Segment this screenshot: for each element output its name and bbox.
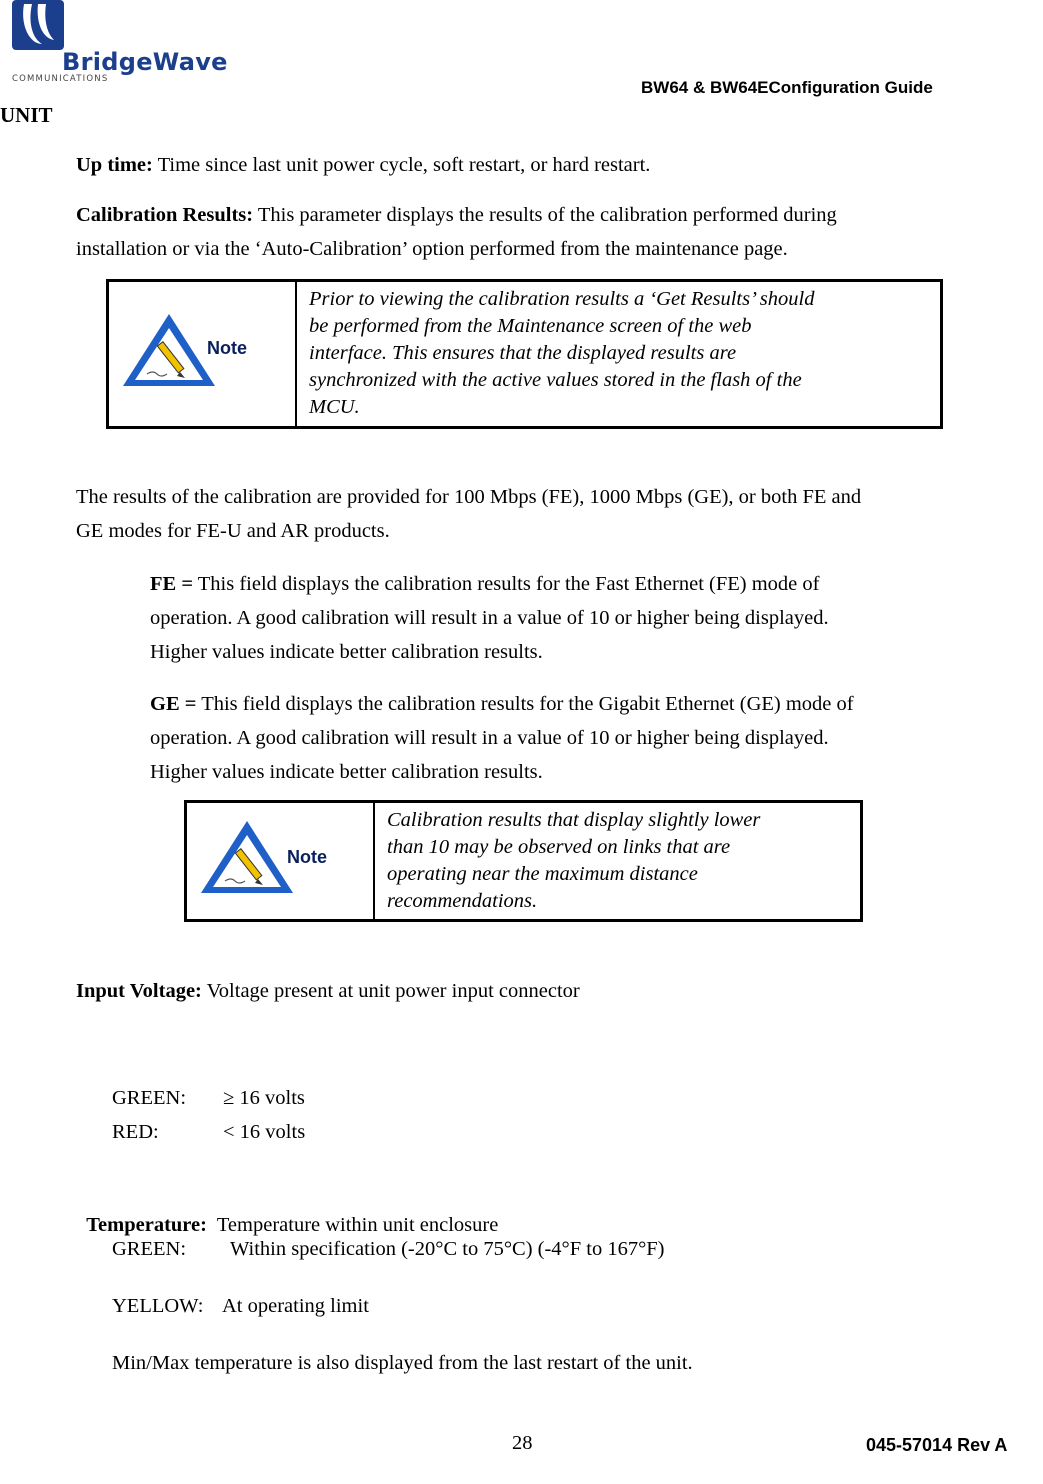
fe-paragraph	[150, 567, 829, 669]
note1-line: MCU.	[309, 396, 360, 418]
note-label-1: Note	[207, 338, 247, 358]
brand-sub: COMMUNICATIONS	[12, 74, 109, 84]
temperature-text: Temperature within unit enclosure	[206, 1214, 499, 1236]
note1-line: be performed from the Maintenance screen of the web	[309, 315, 752, 337]
note2-line: than 10 may be observed on links that are	[387, 836, 731, 858]
fe-line-2: operation. A good calibration will result in a value of 10 or higher being displayed.	[150, 607, 829, 629]
temp-minmax-text: Min/Max temperature is also displayed from the last restart of the unit.	[112, 1352, 693, 1374]
temperature-label: Temperature:	[86, 1214, 207, 1236]
temp-yellow-label: YELLOW:	[112, 1295, 204, 1317]
fe-line-3: Higher values indicate better calibration results.	[150, 641, 543, 663]
note1-line: interface. This ensures that the displayed results are	[309, 342, 737, 364]
uptime-paragraph	[76, 148, 650, 182]
ge-paragraph	[150, 687, 854, 789]
ge-label: GE =	[150, 693, 197, 715]
uptime-label: Up time:	[76, 154, 153, 176]
note1-line: Prior to viewing the calibration results a ‘Get Results’ should	[309, 288, 815, 310]
ge-line-2: operation. A good calibration will result in a value of 10 or higher being displayed.	[150, 727, 829, 749]
temp-green-value: Within specification (-20°C to 75°C) (-4°F to 167°F)	[230, 1238, 665, 1260]
ge-line-1: This field displays the calibration results for the Gigabit Ethernet (GE) mode of	[196, 693, 854, 715]
temp-yellow-value: At operating limit	[222, 1295, 369, 1317]
voltage-green-value: ≥ 16 volts	[223, 1087, 305, 1109]
calibration-label: Calibration Results:	[76, 204, 254, 226]
brand-mark-icon	[12, 0, 68, 52]
doc-id: 045-57014 Rev A	[866, 1435, 1008, 1455]
uptime-text: Time since last unit power cycle, soft restart, or hard restart.	[152, 154, 651, 176]
brand-logo	[8, 0, 228, 88]
results-intro-paragraph	[76, 480, 861, 548]
calibration-paragraph	[76, 198, 837, 266]
note-pencil-icon	[199, 819, 295, 895]
calibration-text-2: installation or via the ‘Auto-Calibration’ option performed from the maintenance page.	[76, 238, 788, 260]
guide-title: BW64 & BW64EConfiguration Guide	[641, 78, 933, 97]
input-voltage-paragraph	[76, 974, 580, 1008]
temp-green-label: GREEN:	[112, 1238, 187, 1260]
voltage-red-value: < 16 volts	[223, 1121, 306, 1143]
note2-line: recommendations.	[387, 890, 538, 912]
ge-line-3: Higher values indicate better calibration results.	[150, 761, 543, 783]
note1-line: synchronized with the active values stored in the flash of the	[309, 369, 802, 391]
note-label-2: Note	[287, 847, 327, 867]
page-number: 28	[512, 1432, 533, 1454]
voltage-red-label: RED:	[112, 1121, 159, 1143]
input-voltage-label: Input Voltage:	[76, 980, 202, 1002]
brand-name: BridgeWave	[62, 48, 228, 76]
calibration-text-1: This parameter displays the results of the calibration performed during	[253, 204, 837, 226]
note-box-2	[184, 800, 863, 922]
note-text-2	[375, 803, 760, 919]
results-intro-line-1: The results of the calibration are provided for 100 Mbps (FE), 1000 Mbps (GE), or both FE and	[76, 486, 862, 508]
note-icon-cell-2	[187, 803, 375, 919]
fe-label: FE =	[150, 573, 194, 595]
note2-line: operating near the maximum distance	[387, 863, 698, 885]
fe-line-1: This field displays the calibration results for the Fast Ethernet (FE) mode of	[193, 573, 820, 595]
results-intro-line-2: GE modes for FE-U and AR products.	[76, 520, 390, 542]
note-pencil-icon	[121, 312, 217, 388]
note2-line: Calibration results that display slightly lower	[387, 809, 761, 831]
section-title: UNIT	[0, 103, 53, 127]
voltage-green-label: GREEN:	[112, 1087, 187, 1109]
note-box-1	[106, 279, 943, 429]
note-icon-cell-1	[109, 282, 297, 426]
note-text-1	[297, 282, 814, 426]
input-voltage-text: Voltage present at unit power input connector	[201, 980, 580, 1002]
